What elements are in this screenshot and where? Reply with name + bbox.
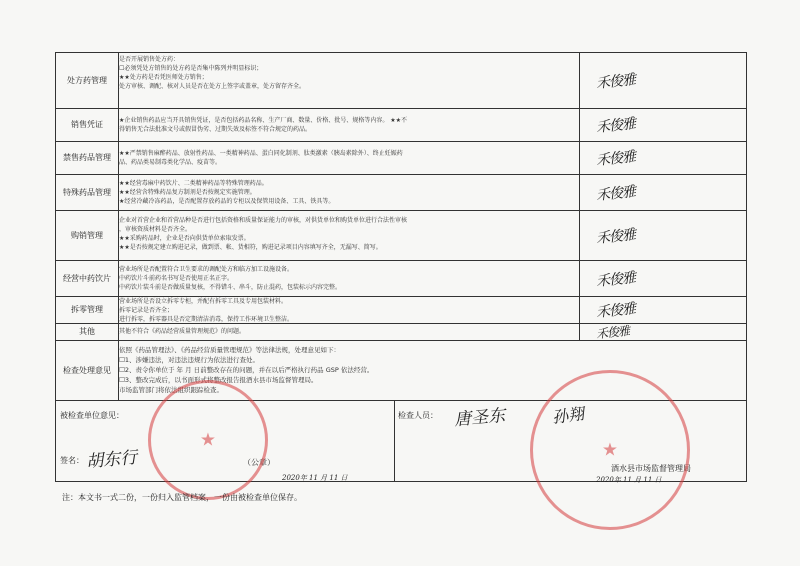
table-row (56, 53, 746, 109)
inspector-signature: 唐圣东 (453, 405, 506, 431)
row-content: 是否开展销售处方药： ☐必须凭处方销售的处方药是否集中陈列并明显标识； ★★处方药是否凭医师处方销售； 处方审核、调配、核对人员是否在处方上签字或盖章，处方留存齐全。 (119, 56, 306, 90)
table-row (56, 324, 746, 341)
row-label: 处方药管理 (56, 53, 119, 108)
signature: 禾俊雅 (595, 183, 636, 204)
opinion-label: 检查处理意见 (56, 341, 119, 400)
row-content: 企业对首营企业和首营品种是否进行包括资格和质量保证能力的审核，对供货单位和购货单位进行合法性审核 ，审核资质材料是否齐全。 ★★采购药品时，企业是否向供货单位索取发票。 ★★是否按规定建立购进记录，做到票、帐、货相符，购进记录项目内容填写齐全，无漏写、简写。 (119, 217, 408, 251)
row-label: 销售凭证 (56, 109, 119, 141)
row-content: 其他不符合《药品经营质量管理规范》的问题。 (119, 328, 246, 335)
table-row (56, 109, 746, 142)
signature: 禾俊雅 (595, 71, 636, 92)
table-row (56, 142, 746, 175)
row-content: 营业场所是否设立拆零专柜，并配有拆零工具及专用包装材料。 拆零记录是否齐全； 进行拆零，拆零器具是否定期清洁消毒，保持工作环境卫生整洁。 (119, 298, 294, 323)
row-label: 购销管理 (56, 211, 119, 260)
signature: 禾俊雅 (595, 269, 636, 290)
row-content: ★★严禁销售麻醉药品、放射性药品、一类精神药品、蛋白同化制剂、肽类激素（胰岛素除外）、终止妊娠药 品、药品类易制毒类化学品、疫苗等。 (119, 150, 403, 166)
row-label: 特殊药品管理 (56, 175, 119, 210)
signature: 禾俊雅 (595, 323, 630, 342)
table-row (56, 211, 746, 261)
row-content: ★★经营毒麻中药饮片、二类精神药品等特殊管理药品。 ★★经营含特殊药品复方制剂是否按规定实施管理。 ★经营冷藏冷冻药品，是否配置存放药品的专柜以及保管用设备、工具、铁具等。 (119, 180, 335, 205)
row-label: 经营中药饮片 (56, 261, 119, 296)
signature: 禾俊雅 (595, 226, 636, 247)
table-row (56, 261, 746, 297)
date-right: 2020年 11 月 11 日 (596, 476, 662, 484)
opinion-content: 依照《药品管理法》、《药品经营质量管理规范》等法律法规，处理意见如下： ☐1、涉嫌违法，对违法违规行为依法进行查处。 ☐2、责令你单位于 年 月 日前整改存在的问题，并在以后严格执行药品 GSP 依法经营。 ☐3、整改完成后，以书面形式将整改报告报酒水县市场监督管理局。 市场监管部门将依法组织跟踪检查。 (119, 346, 374, 394)
signature: 禾俊雅 (595, 149, 636, 169)
checked-unit-label: 被检查单位意见： (60, 411, 124, 420)
signature: 禾俊雅 (595, 301, 636, 321)
seal-label: （公章） (243, 458, 275, 467)
row-label: 拆零管理 (56, 297, 119, 323)
date-left: 2020年 11 月 11 日 (282, 474, 348, 482)
row-content: 营业场所是否配置符合卫生要求的调配处方和临方加工设施设备。 中药饮片斗前药名书写是否使用正名正字。 中药饮片装斗前是否做质量复核，不得错斗、串斗，防止混药，包装标示内容完整。 (119, 266, 342, 291)
row-label: 禁售药品管理 (56, 142, 119, 174)
inspector-label: 检查人员： (398, 411, 438, 420)
row-label: 其他 (56, 324, 119, 340)
signer-signature: 胡东行 (85, 447, 138, 473)
official-seal-right: ★ (530, 370, 690, 530)
signature: 禾俊雅 (595, 116, 636, 136)
table-row (56, 175, 746, 211)
row-content: ★企业销售药品应当开具销售凭证，是否包括药品名称、生产厂商、数量、价格、批号、规格等内容。 ★★不 得销售无合法批准文号或假冒伪劣、过期失效及标签不符合规定的药品。 (119, 117, 408, 133)
table-row (56, 297, 746, 324)
sign-label: 签名： (60, 456, 84, 465)
note-text: 注：本文书一式二份，一份归入监管档案，一份由被检查单位保存。 (62, 493, 302, 502)
inspector-signature-2: 孙翔 (550, 403, 586, 428)
authority-name: 酒水县市场监督管理局 (611, 464, 691, 473)
official-seal-left: ★ (148, 380, 268, 500)
